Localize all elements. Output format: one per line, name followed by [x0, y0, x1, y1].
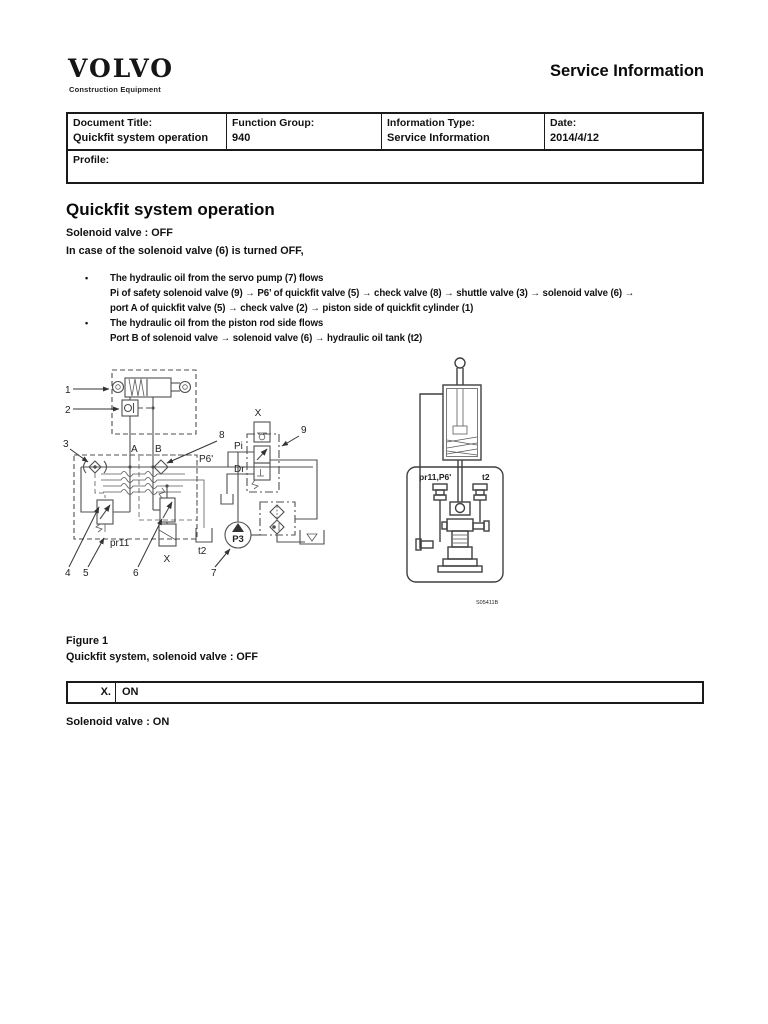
- function-group-cell: [227, 114, 382, 149]
- label-x-solenoid: X: [163, 554, 171, 565]
- label-p3: P3: [232, 534, 244, 545]
- section-heading: Quickfit system operation: [66, 200, 275, 219]
- document-info-table: [66, 112, 704, 184]
- legend-key: X.: [68, 683, 116, 702]
- label-6: 6: [133, 568, 139, 579]
- information-type-cell: [382, 114, 545, 149]
- label-9: 9: [301, 425, 307, 436]
- label-pi: Pi: [234, 441, 243, 452]
- label-block-t2: t2: [482, 472, 490, 482]
- bullet-marker: •: [85, 273, 89, 283]
- function-group-label: Function Group:: [232, 117, 315, 129]
- figure-1-diagram: [55, 352, 565, 625]
- profile-row: Profile:: [68, 149, 702, 182]
- bullet-text-line: The hydraulic oil from the piston rod side flows: [110, 318, 324, 329]
- bullet-text-line: port A of quickfit valve (5) → check valve (2) → piston side of quickfit cylinder (1): [110, 303, 474, 314]
- label-x-pilot: X: [254, 408, 262, 419]
- bullet-list: [85, 271, 725, 346]
- label-5: 5: [83, 568, 89, 579]
- label-port-a: A: [131, 444, 138, 455]
- logo-subtitle: Construction Equipment: [69, 85, 161, 94]
- label-block-ports: pr11,P6': [419, 472, 452, 482]
- volvo-logo: VOLVO: [68, 54, 175, 83]
- label-4: 4: [65, 568, 71, 579]
- hydraulic-schematic: [55, 352, 565, 620]
- quickfit-cylinder-symbol: [112, 370, 196, 512]
- figure-caption-text: Quickfit system, solenoid valve : OFF: [66, 651, 258, 663]
- label-7: 7: [211, 568, 217, 579]
- label-port-b: B: [155, 444, 162, 455]
- doc-title-label: Document Title:: [73, 117, 153, 129]
- legend-table: [66, 681, 704, 704]
- quickfit-valve-block-symbol: [74, 455, 313, 546]
- doc-title-value: Quickfit system operation: [73, 132, 209, 144]
- solenoid-on-subheading: Solenoid valve : ON: [66, 716, 170, 728]
- label-dr: Dr: [234, 464, 245, 475]
- filter-check-symbol: [260, 502, 305, 542]
- bullet-text-line: Pi of safety solenoid valve (9) → P6’ of quickfit valve (5) → check valve (8) → shuttle valve (3) → solenoid valve (6) →: [110, 288, 635, 299]
- bullet-marker: •: [85, 318, 89, 328]
- page-title: Service Information: [549, 62, 704, 80]
- intro-text: In case of the solenoid valve (6) is turned OFF,: [66, 245, 304, 257]
- date-value: 2014/4/12: [550, 132, 599, 144]
- list-item: [85, 271, 725, 316]
- label-8: 8: [219, 430, 225, 441]
- date-cell: [545, 114, 702, 149]
- label-1: 1: [65, 385, 71, 396]
- legend-value: ON: [122, 686, 139, 698]
- solenoid-off-subheading: Solenoid valve : OFF: [66, 227, 173, 239]
- information-type-label: Information Type:: [387, 117, 475, 129]
- label-3: 3: [63, 439, 69, 450]
- label-p6: P6': [199, 454, 214, 465]
- function-group-value: 940: [232, 132, 251, 144]
- date-label: Date:: [550, 117, 577, 129]
- figure-caption-title: Figure 1: [66, 635, 108, 647]
- bullet-text-line: Port B of solenoid valve → solenoid valve (6) → hydraulic oil tank (t2): [110, 333, 423, 344]
- doc-table-row: [68, 114, 702, 149]
- list-item: [85, 316, 725, 346]
- label-pr11: pr11: [110, 538, 130, 549]
- bullet-text-line: The hydraulic oil from the servo pump (7) flows: [110, 273, 324, 284]
- information-type-value: Service Information: [387, 132, 490, 144]
- label-2: 2: [65, 405, 71, 416]
- image-code: S05411B: [476, 600, 499, 606]
- valve-block-illustration: [407, 467, 503, 582]
- doc-title-cell: [68, 114, 227, 149]
- label-t2: t2: [198, 546, 207, 557]
